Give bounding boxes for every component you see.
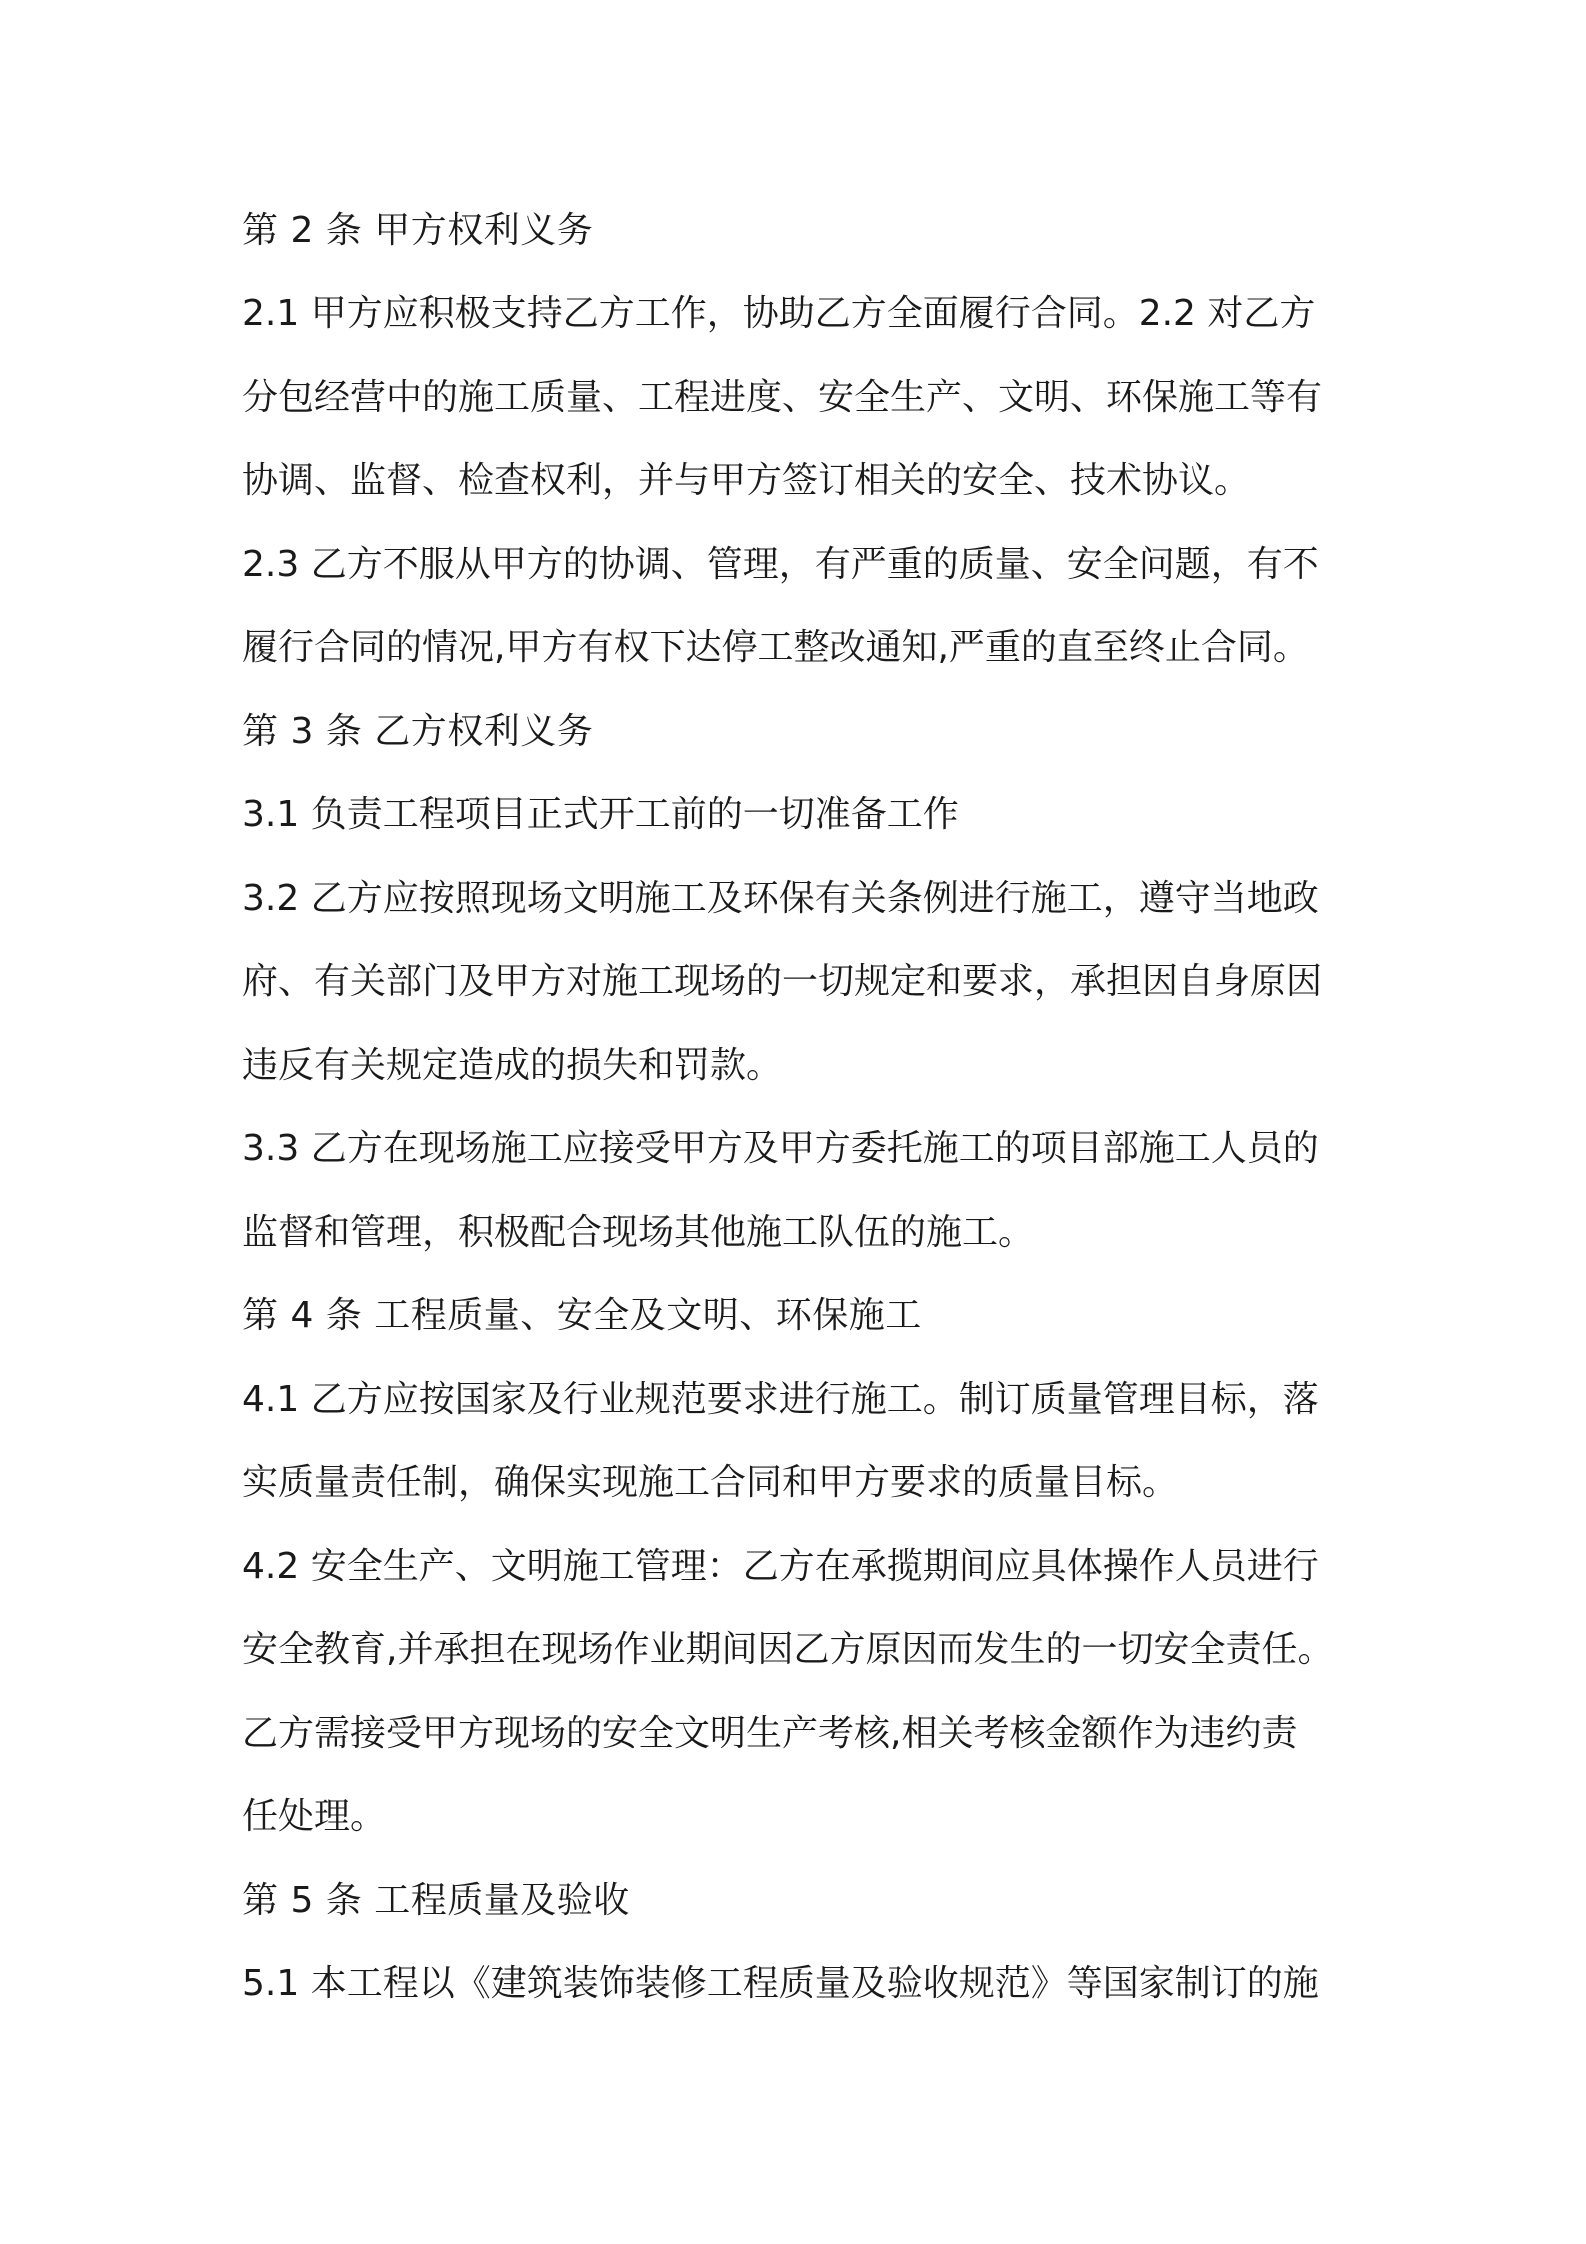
- paragraph-line: 4.1 乙方应按国家及行业规范要求进行施工。制订质量管理目标，落: [242, 1379, 1319, 1420]
- paragraph-line: 违反有关规定造成的损失和罚款。: [242, 1045, 783, 1086]
- paragraph-line: 分包经营中的施工质量、工程进度、安全生产、文明、环保施工等有: [242, 377, 1323, 418]
- paragraph-line: 5.1 本工程以《建筑装饰装修工程质量及验收规范》等国家制订的施: [242, 1963, 1319, 2004]
- paragraph-line: 2.1 甲方应积极支持乙方工作，协助乙方全面履行合同。2.2 对乙方: [242, 293, 1316, 334]
- section-heading-5: 第 5 条 工程质量及验收: [242, 1880, 630, 1921]
- paragraph-line: 2.3 乙方不服从甲方的协调、管理，有严重的质量、安全问题，有不: [242, 544, 1319, 585]
- paragraph-line: 4.2 安全生产、文明施工管理：乙方在承揽期间应具体操作人员进行: [242, 1546, 1319, 1587]
- paragraph-line: 3.2 乙方应按照现场文明施工及环保有关条例进行施工，遵守当地政: [242, 878, 1319, 919]
- section-heading-4: 第 4 条 工程质量、安全及文明、环保施工: [242, 1295, 922, 1336]
- paragraph-line: 府、有关部门及甲方对施工现场的一切规定和要求，承担因自身原因: [242, 961, 1323, 1002]
- paragraph-line: 任处理。: [242, 1796, 387, 1837]
- section-heading-2: 第 2 条 甲方权利义务: [242, 210, 594, 251]
- paragraph-line: 3.1 负责工程项目正式开工前的一切准备工作: [242, 794, 959, 835]
- paragraph-line: 协调、监督、检查权利，并与甲方签订相关的安全、技术协议。: [242, 460, 1251, 501]
- paragraph-line: 监督和管理，积极配合现场其他施工队伍的施工。: [242, 1212, 1035, 1253]
- section-heading-3: 第 3 条 乙方权利义务: [242, 711, 594, 752]
- paragraph-line: 乙方需接受甲方现场的安全文明生产考核,相关考核金额作为违约责: [242, 1713, 1298, 1754]
- paragraph-line: 3.3 乙方在现场施工应接受甲方及甲方委托施工的项目部施工人员的: [242, 1128, 1319, 1169]
- paragraph-line: 实质量责任制，确保实现施工合同和甲方要求的质量目标。: [242, 1462, 1179, 1503]
- paragraph-line: 安全教育,并承担在现场作业期间因乙方原因而发生的一切安全责任。: [242, 1629, 1334, 1670]
- paragraph-line: 履行合同的情况,甲方有权下达停工整改通知,严重的直至终止合同。: [242, 627, 1309, 668]
